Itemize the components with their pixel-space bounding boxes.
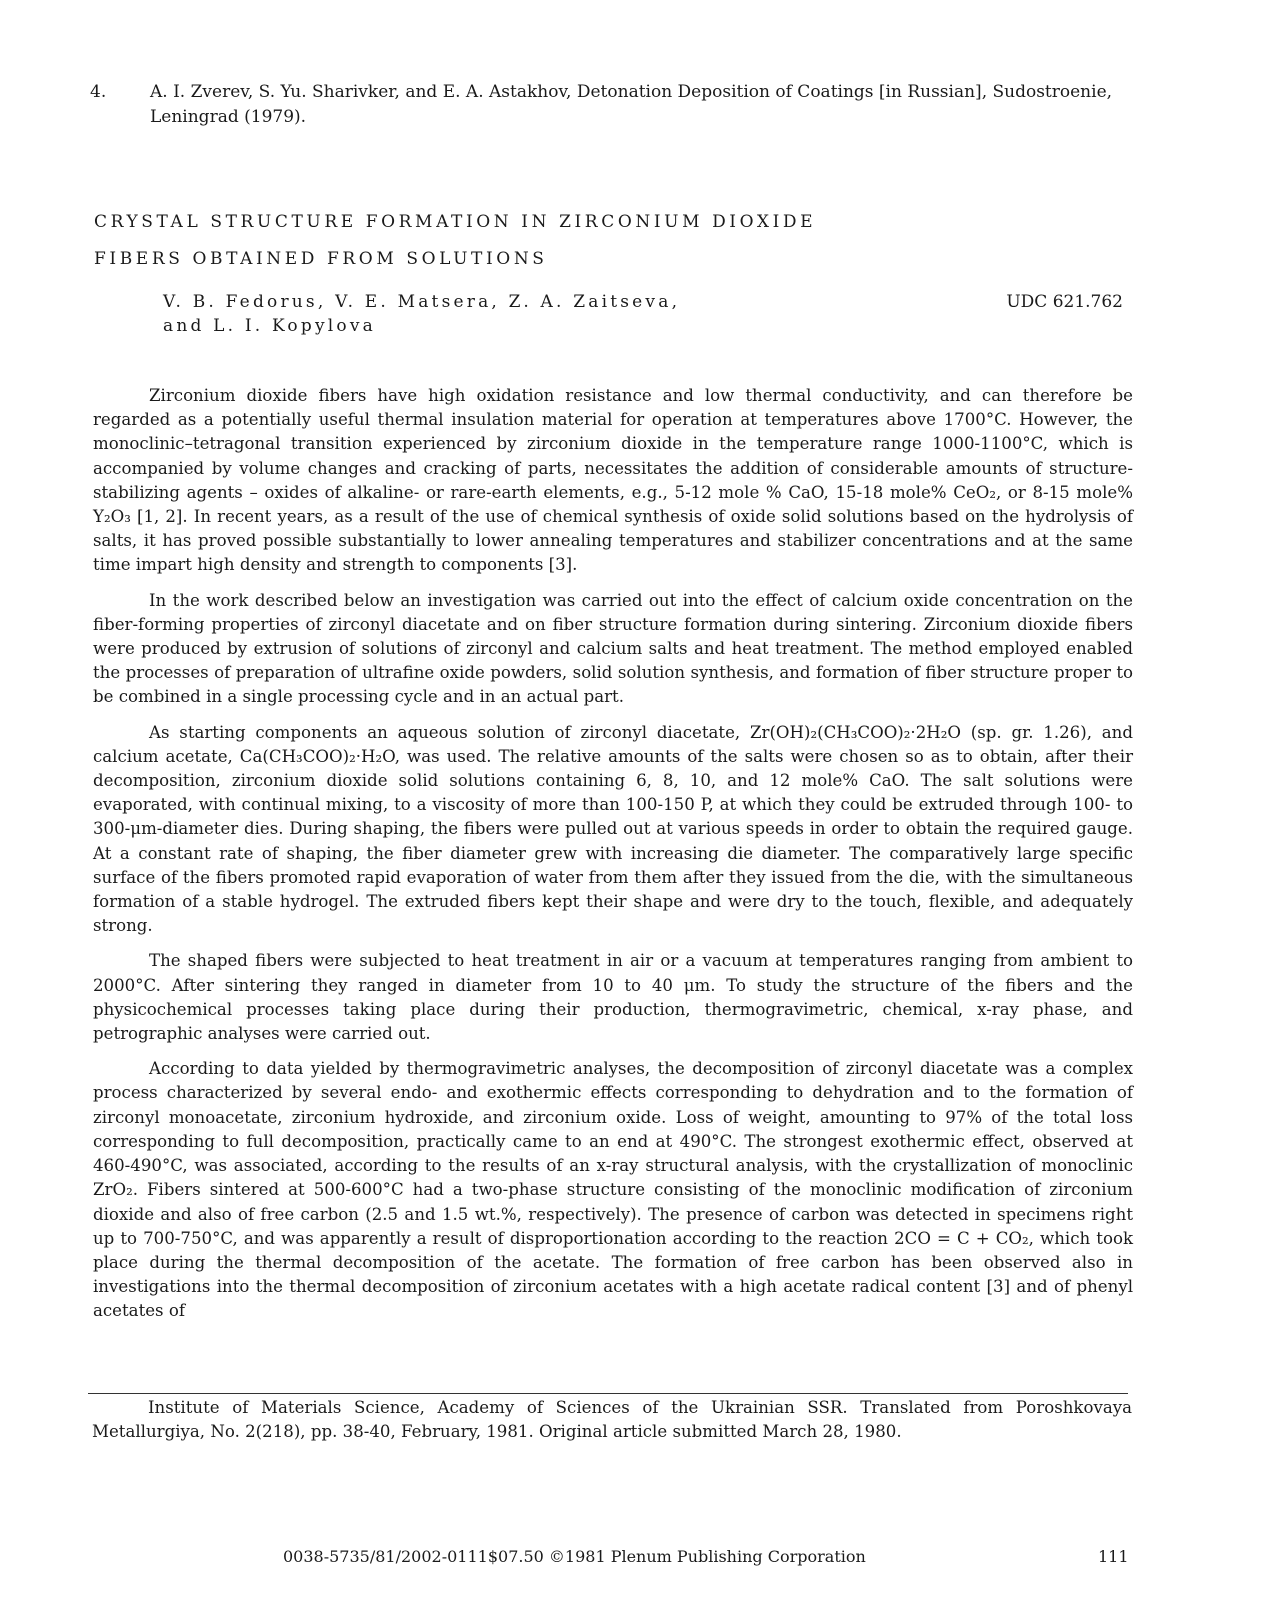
body-paragraph: Zirconium dioxide fibers have high oxidation resistance and low thermal conductivity, and can therefore be regarded as a potentially useful thermal insulation material for operation at temperatures above 1700°C. However, the monoclinic–tetragonal transition experienced by zirconium dioxide in the temperature range 1000-1100°C, which is accompanied by volume changes and cracking of parts, necessitates the addition of considerable amounts of structure-stabilizing agents – oxides of alkaline- or rare-earth elements, e.g., 5-12 mole % CaO, 15-18 mole% CeO₂, or 8-15 mole% Y₂O₃ [1, 2]. In recent years, as a result of the use of chemical synthesis of oxide solid solutions based on the hydrolysis of salts, it has proved possible substantially to lower annealing temperatures and stabilizer concentrations and at the same time impart high density and strength to components [3]. [93,386,1133,575]
reference-text: A. I. Zverev, S. Yu. Sharivker, and E. A. Astakhov, Detonation Deposition of Coatings [in Russian], Sudostroenie, Leningrad (1979). [150,82,1113,127]
authors-line-1: V. B. Fedorus, V. E. Matsera, Z. A. Zaitseva, [163,292,681,312]
reference-number: 4. [90,82,107,102]
authors-line-2: and L. I. Kopylova [163,316,376,336]
reference-entry [90,80,1140,130]
udc-code: UDC 621.762 [1006,292,1123,312]
article-body [93,384,1133,1335]
publication-code: 0038-5735/81/2002-0111$07.50 ©1981 Plenum Publishing Corporation [283,1547,866,1566]
footnote-divider [88,1393,1128,1394]
article-title [94,204,816,278]
body-paragraph: According to data yielded by thermogravimetric analyses, the decomposition of zirconyl diacetate was a complex process characterized by several endo- and exothermic effects corresponding to dehydration and to the formation of zirconyl monoacetate, zirconium hydroxide, and zirconium oxide. Loss of weight, amounting to 97% of the total loss corresponding to full decomposition, practically came to an end at 490°C. The strongest exothermic effect, observed at 460-490°C, was associated, according to the results of an x-ray structural analysis, with the crystallization of monoclinic ZrO₂. Fibers sintered at 500-600°C had a two-phase structure consisting of the monoclinic modification of zirconium dioxide and also of free carbon (2.5 and 1.5 wt.%, respectively). The presence of carbon was detected in specimens right up to 700-750°C, and was apparently a result of disproportionation according to the reaction 2CO = C + CO₂, which took place during the thermal decomposition of the acetate. The formation of free carbon has been observed also in investigations into the thermal decomposition of zirconium acetates with a high acetate radical content [3] and of phenyl acetates of [93,1059,1133,1321]
page-number: 111 [1098,1547,1129,1566]
body-paragraph: The shaped fibers were subjected to heat treatment in air or a vacuum at temperatures ranging from ambient to 2000°C. After sintering they ranged in diameter from 10 to 40 μm. To study the structure of the fibers and the physicochemical processes taking place during their production, thermogravimetric, chemical, x-ray phase, and petrographic analyses were carried out. [93,951,1133,1044]
article-authors [163,290,680,338]
body-paragraph: As starting components an aqueous solution of zirconyl diacetate, Zr(OH)₂(CH₃COO)₂·2H₂O (sp. gr. 1.26), and calcium acetate, Ca(CH₃COO)₂·H₂O, was used. The relative amounts of the salts were chosen so as to obtain, after their decomposition, zirconium dioxide solid solutions containing 6, 8, 10, and 12 mole% CaO. The salt solutions were evaporated, with continual mixing, to a viscosity of more than 100-150 P, at which they could be extruded through 100- to 300-μm-diameter dies. During shaping, the fibers were pulled out at various speeds in order to obtain the required gauge. At a constant rate of shaping, the fiber diameter grew with increasing die diameter. The comparatively large specific surface of the fibers promoted rapid evaporation of water from them after they issued from the die, with the simultaneous formation of a stable hydrogel. The extruded fibers kept their shape and were dry to the touch, flexible, and adequately strong. [93,722,1133,936]
article-title-line-2: FIBERS OBTAINED FROM SOLUTIONS [94,249,548,269]
article-title-line-1: CRYSTAL STRUCTURE FORMATION IN ZIRCONIUM DIOXIDE [94,212,817,232]
body-paragraph: In the work described below an investigation was carried out into the effect of calcium oxide concentration on the fiber-forming properties of zirconyl diacetate and on fiber structure formation during sintering. Zirconium dioxide fibers were produced by extrusion of solutions of zirconyl and calcium salts and heat treatment. The method employed enabled the processes of preparation of ultrafine oxide powders, solid solution synthesis, and formation of fiber structure proper to be combined in a single processing cycle and in an actual part. [93,590,1133,707]
footnote: Institute of Materials Science, Academy of Sciences of the Ukrainian SSR. Translated from Poroshkovaya Metallurgiya, No. 2(218), pp. 38-40, February, 1981. Original article submitted March 28, 1980. [92,1398,1132,1441]
